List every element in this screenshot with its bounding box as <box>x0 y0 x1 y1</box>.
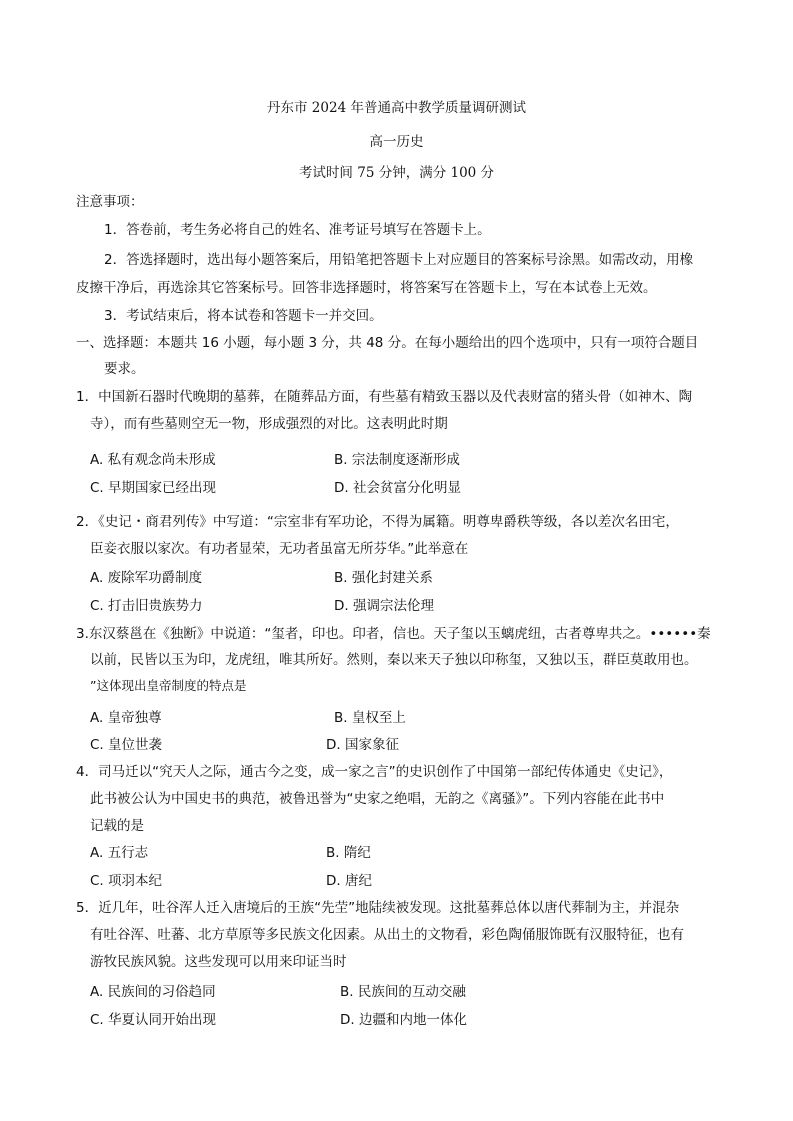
notes-heading: 注意事项： <box>76 194 144 210</box>
question-2-option-b[interactable]: B. 强化封建关系 <box>334 570 433 586</box>
question-3-stem-line-3: ”这体现出皇帝制度的特点是 <box>90 678 247 693</box>
note-2-line-2: 皮擦干净后，再选涂其它答案标号。回答非选择题时，将答案写在答题卡上，写在本试卷上无效。 <box>76 280 657 296</box>
question-3-stem-line-2: 以前，民皆以玉为印，龙虎纽，唯其所好。然则，秦以来天子独以印称玺，又独以玉，群臣莫敢用也。 <box>90 652 698 668</box>
question-3-option-b[interactable]: B. 皇权至上 <box>334 710 406 726</box>
exam-time-info: 考试时间 75 分钟，满分 100 分 <box>298 165 495 181</box>
question-5-option-b[interactable]: B. 民族间的互动交融 <box>340 984 466 1000</box>
question-2-stem-line-1: 2．《史记・商君列传》中写道：“宗室非有军功论，不得为属籍。明尊卑爵秩等级，各以差次名田宅， <box>76 514 679 530</box>
question-4-stem-line-3: 记载的是 <box>90 818 144 834</box>
question-3-stem-line-1: 3.东汉蔡邕在《独断》中说道：“玺者，印也。印者，信也。天子玺以玉螭虎纽，古者尊卑共之。••••••秦 <box>76 626 711 642</box>
question-4-option-d[interactable]: D. 唐纪 <box>326 873 372 889</box>
question-5-stem-line-2: 有吐谷浑、吐蕃、北方草原等多民族文化因素。从出土的文物看，彩色陶俑服饰既有汉服特征，也有 <box>90 927 684 943</box>
question-4-stem-line-2: 此书被公认为中国史书的典范，被鲁迅誉为“史家之绝唱，无韵之《离骚》”。下列内容能在此书中 <box>90 791 665 807</box>
question-5-stem-line-3: 游牧民族风貌。这些发现可以用来印证当时 <box>90 954 347 970</box>
question-1-option-b[interactable]: B. 宗法制度逐渐形成 <box>334 452 460 468</box>
section-heading-line-1: 一、选择题：本题共 16 小题，每小题 3 分，共 48 分。在每小题给出的四个选项中，只有一项符合题目 <box>76 335 699 351</box>
question-4-option-b[interactable]: B. 隋纪 <box>326 845 371 861</box>
question-5-option-d[interactable]: D. 边疆和内地一体化 <box>340 1012 467 1028</box>
question-4-option-a[interactable]: A. 五行志 <box>90 845 149 861</box>
question-2-stem-line-2: 臣妾衣服以家次。有功者显荣，无功者虽富无所芬华。”此举意在 <box>90 541 469 557</box>
question-2-option-a[interactable]: A. 废除军功爵制度 <box>90 570 203 586</box>
question-5-stem-line-1: 5．近几年，吐谷浑人迁入唐境后的王族“先茔”地陆续被发现。这批墓葬总体以唐代葬制为主，并混杂 <box>76 900 680 916</box>
question-1-option-a[interactable]: A. 私有观念尚未形成 <box>90 452 216 468</box>
question-4-stem-line-1: 4．司马迁以“究天人之际，通古今之变，成一家之言”的史识创作了中国第一部纪传体通史《史记》， <box>76 764 673 780</box>
exam-title: 丹东市 2024 年普通高中教学质量调研测试 <box>267 100 526 116</box>
question-1-option-d[interactable]: D. 社会贫富分化明显 <box>334 480 461 496</box>
question-5-option-a[interactable]: A. 民族间的习俗趋同 <box>90 984 216 1000</box>
question-2-option-d[interactable]: D. 强调宗法伦理 <box>334 598 434 614</box>
note-3: 3．考试结束后，将本试卷和答题卡一并交回。 <box>104 308 383 324</box>
question-5-option-c[interactable]: C. 华夏认同开始出现 <box>90 1012 217 1028</box>
section-heading-line-2: 要求。 <box>104 361 145 377</box>
question-3-option-a[interactable]: A. 皇帝独尊 <box>90 710 162 726</box>
question-1-stem-line-2: 寺），而有些墓则空无一物，形成强烈的对比。这表明此时期 <box>90 416 448 432</box>
question-4-option-c[interactable]: C. 项羽本纪 <box>90 873 163 889</box>
question-1-stem-line-1: 1．中国新石器时代晚期的墓葬，在随葬品方面，有些墓有精致玉器以及代表财富的猪头骨（如神木、陶 <box>76 389 693 405</box>
note-1: 1．答卷前，考生务必将自己的姓名、准考证号填写在答题卡上。 <box>104 222 491 238</box>
note-2-line-1: 2．答选择题时，选出每小题答案后，用铅笔把答题卡上对应题目的答案标号涂黑。如需改动，用橡 <box>104 252 694 268</box>
question-3-option-d[interactable]: D. 国家象征 <box>326 737 399 753</box>
question-2-option-c[interactable]: C. 打击旧贵族势力 <box>90 598 203 614</box>
question-1-option-c[interactable]: C. 早期国家已经出现 <box>90 480 217 496</box>
question-3-option-c[interactable]: C. 皇位世袭 <box>90 737 163 753</box>
exam-subject: 高一历史 <box>369 134 424 150</box>
